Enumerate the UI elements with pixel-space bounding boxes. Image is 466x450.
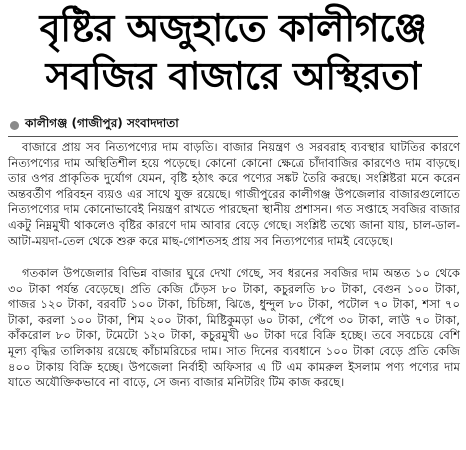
divider	[8, 136, 458, 137]
paragraph-2-text: গতকাল উপজেলার বিভিন্ন বাজার ঘুরে দেখা গেছে, সব ধরনের সবজির দাম অন্তত ১০ থেকে ৩০ টাকা পর্যন্ত বেড়েছে। প্রতি কেজি ঢেঁড়স ৮০ টাকা, কচুরলতি ৮০ টাকা, বেগুন ১০০ টাকা, গাজর ১২০ টাকা, বরবটি ১০০ টাকা, চিচিঙ্গা, ঝিঙে, ধুন্দুল ৮০ টাকা, পটোল ৭০ টাকা, শসা ৭০ টাকা, করলা ১০০ টাকা, শিম ২০০ টাকা, মিষ্টিকুমড়া ৬০ টাকা, পেঁপে ৩০ টাকা, লাউ ৭০ টাকা, কাঁকরোল ৮০ টাকা, টমেটো ১২০ টাকা, কচুরমুখী ৬০ টাকা দরে বিক্রি হচ্ছে। তবে সবচেয়ে বেশি মূল্য বৃদ্ধির তালিকায় রয়েছে কাঁচামরিচের দাম। সাত দিনের ব্যবধানে ১০০ টাকা বেড়ে প্রতি কেজি ৪০০ টাকায় বিক্রি হচ্ছে। উপজেলা নির্বাহী অফিসার এ টি এম কামরুল ইসলাম পণ্য পণ্যের দাম যাতে অযৌক্তিকভাবে না বাড়ে, সে জন্য বাজার মনিটরিং টিম কাজ করছে।	[8, 266, 460, 390]
byline	[10, 116, 179, 134]
headline-line-2: সবজির বাজারে অস্থিরতা	[45, 54, 421, 98]
article-body-paragraph-1	[8, 140, 460, 249]
article-body-paragraph-2	[8, 266, 460, 391]
headline-line-1: বৃষ্টির অজুহাতে কালীগঞ্জে	[39, 6, 427, 50]
paragraph-1-text: বাজারে প্রায় সব নিত্যপণ্যের দাম বাড়তি। বাজার নিয়ন্ত্রণ ও সরবরাহ ব্যবস্থার ঘাটতির কারণে নিত্যপণ্যের দাম অস্থিতিশীল হয়ে পড়েছে। কোনো কোনো ক্ষেত্রে চাঁদাবাজির কারণেও দাম বাড়ছে। তার ওপর প্রাকৃতিক দুর্যোগ যেমন, বৃষ্টি হঠাৎ করে পণ্যের সঙ্কট তৈরি করছে। সংশ্লিষ্টরা মনে করেন অন্তবর্তীণ পরিবহন ব্যয়ও এর সাথে যুক্ত রয়েছে। গাজীপুরের কালীগঞ্জ উপজেলার বাজারগুলোতে নিত্যপণ্যের দাম কোনোভাবেই নিয়ন্ত্রণ রাখতে পারছেনা স্থানীয় প্রশাসন। গত সপ্তাহে সবজির বাজার একটু নিম্নমুখী থাকলেও বৃষ্টির কারণে দাম আবার বেড়ে গেছে। সংশ্লিষ্ট তথ্যে জানা যায়, চাল-ডাল-আটা-ময়দা-তেল থেকে শুরু করে মাছ-গোশতসহ প্রায় সব নিত্যপণ্যের দামই বেড়েছে।	[8, 140, 460, 248]
byline-text: কালীগঞ্জ (গাজীপুর) সংবাদদাতা	[25, 116, 179, 130]
bullet-icon	[10, 121, 19, 130]
